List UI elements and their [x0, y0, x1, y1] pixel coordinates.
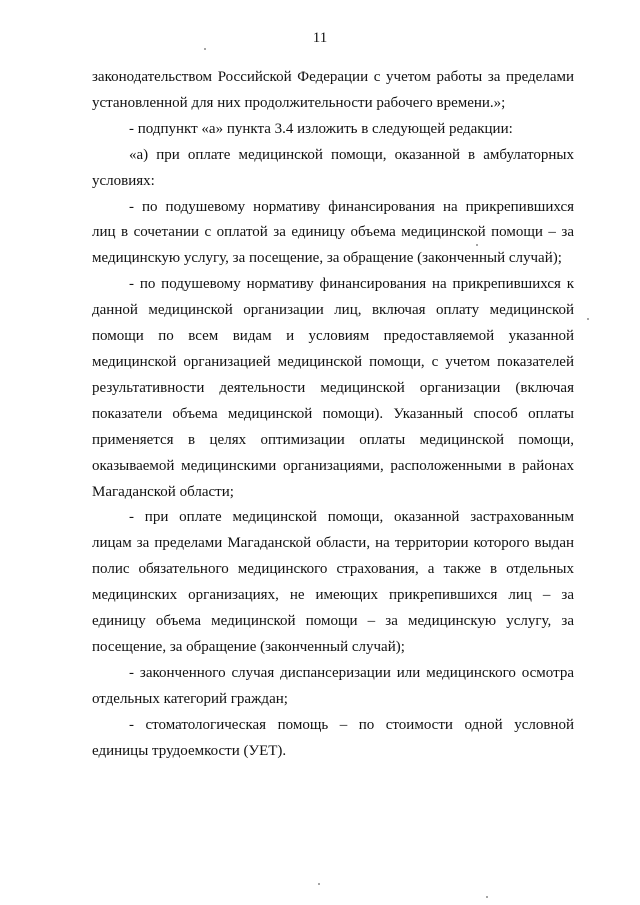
paragraph-outside-region: - при оплате медицинской помощи, оказанной застрахованным лицам за пределами Магаданской области, на территории которого выдан полис обязательного медицинского страхования, а также в отдельных медицинских организациях, не имеющих прикрепившихся лиц – за единицу объема медицинской помощи – за медицинскую услугу, за посещение, за обращение (законченный случай);	[92, 509, 574, 655]
paragraph-per-capita-all-types: - по подушевому нормативу финансирования на прикрепившихся к данной медицинской организации лиц, включая оплату медицинской помощи по всем видам и условиям предоставляемой указанной медицинской организацией медицинской помощи, с учетом показателей результативности деятельности медицинской организации (включая показатели объема медицинской помощи). Указанный способ оплаты применяется в целях оптимизации оплаты медицинской помощи, оказываемой медицинскими организациями, расположенными в районах Магаданской области;	[92, 276, 574, 500]
page-number: 11	[312, 30, 328, 46]
scan-speck	[476, 244, 478, 246]
paragraph-per-capita-combined: - по подушевому нормативу финансирования на прикрепившихся лиц в сочетании с оплатой за единицу объема медицинской помощи – за медицинскую услугу, за посещение, за обращение (законченный случай);	[92, 198, 574, 267]
paragraph-amendment-intro: - подпункт «а» пункта 3.4 изложить в следующей редакции:	[129, 120, 513, 137]
document-body	[92, 65, 574, 764]
paragraph-dispensary: - законченного случая диспансеризации или медицинского осмотра отдельных категорий граждан;	[92, 664, 574, 707]
paragraph-continuation: законодательством Российской Федерации с учетом работы за пределами установленной для них продолжительности рабочего времени.»;	[92, 69, 574, 111]
scan-speck	[587, 318, 589, 320]
paragraph-dental: - стоматологическая помощь – по стоимости одной условной единицы трудоемкости (УЕТ).	[92, 716, 574, 759]
scan-speck	[204, 48, 206, 50]
scan-speck	[486, 896, 488, 898]
paragraph-subitem-a: «а) при оплате медицинской помощи, оказанной в амбулаторных условиях:	[92, 146, 574, 189]
scan-speck	[318, 883, 320, 885]
